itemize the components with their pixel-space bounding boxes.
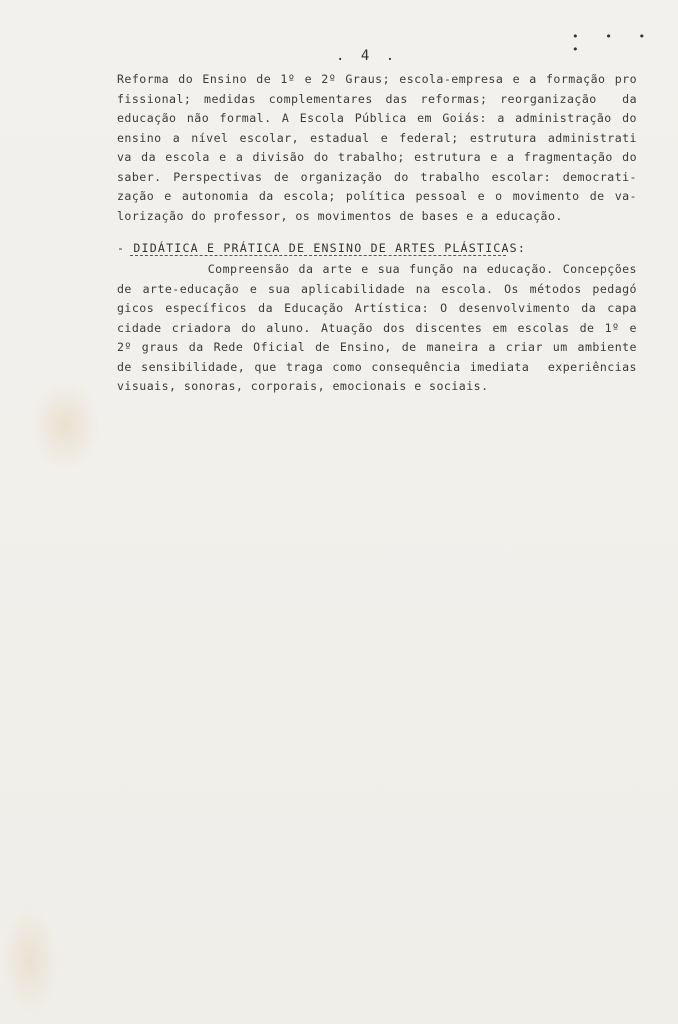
text-line: Reforma do Ensino de 1º e 2º Graus; escola-empresa e a formação pro [117,72,637,86]
text-line: cidade criadora do aluno. Atuação dos discentes em escolas de 1º e [117,320,637,335]
text-line: fissional; medidas complementares das reformas; reorganização da [117,91,637,106]
text-line: ensino a nível escolar, estadual e federal; estrutura administrati [117,130,637,145]
text-line: Compreensão da arte e sua função na educação. Concepções [117,262,637,276]
corner-marks: • • • • [572,30,656,56]
paper-stain [30,380,100,470]
text-line: educação não formal. A Escola Pública em Goiás: a administração do [117,111,637,125]
text-line: de sensibilidade, que traga como consequência imediata experiências [117,359,637,374]
paper-stain [0,905,60,1015]
heading-underline [130,255,506,256]
text-line: de arte-educação e sua aplicabilidade na escola. Os métodos pedagó [117,281,637,296]
text-line: visuais, sonoras, corporais, emocionais e sociais. [117,379,489,393]
text-line: gicos específicos da Educação Artística: O desenvolvimento da capa [117,301,637,315]
text-line: zação e autonomia da escola; política pessoal e o movimento de va- [117,189,637,203]
text-line: lorização do professor, os movimentos de bases e a educação. [117,208,563,223]
text-line: va da escola e a divisão do trabalho; estrutura e a fragmentação do [117,150,637,164]
section-2-heading: - DIDÁTICA E PRÁTICA DE ENSINO DE ARTES PLÁSTICAS: [117,241,527,255]
text-line: saber. Perspectivas de organização do trabalho escolar: democrati- [117,169,637,184]
text-line: 2º graus da Rede Oficial de Ensino, de maneira a criar um ambiente [117,340,637,354]
page-number: . 4 . [336,48,399,64]
